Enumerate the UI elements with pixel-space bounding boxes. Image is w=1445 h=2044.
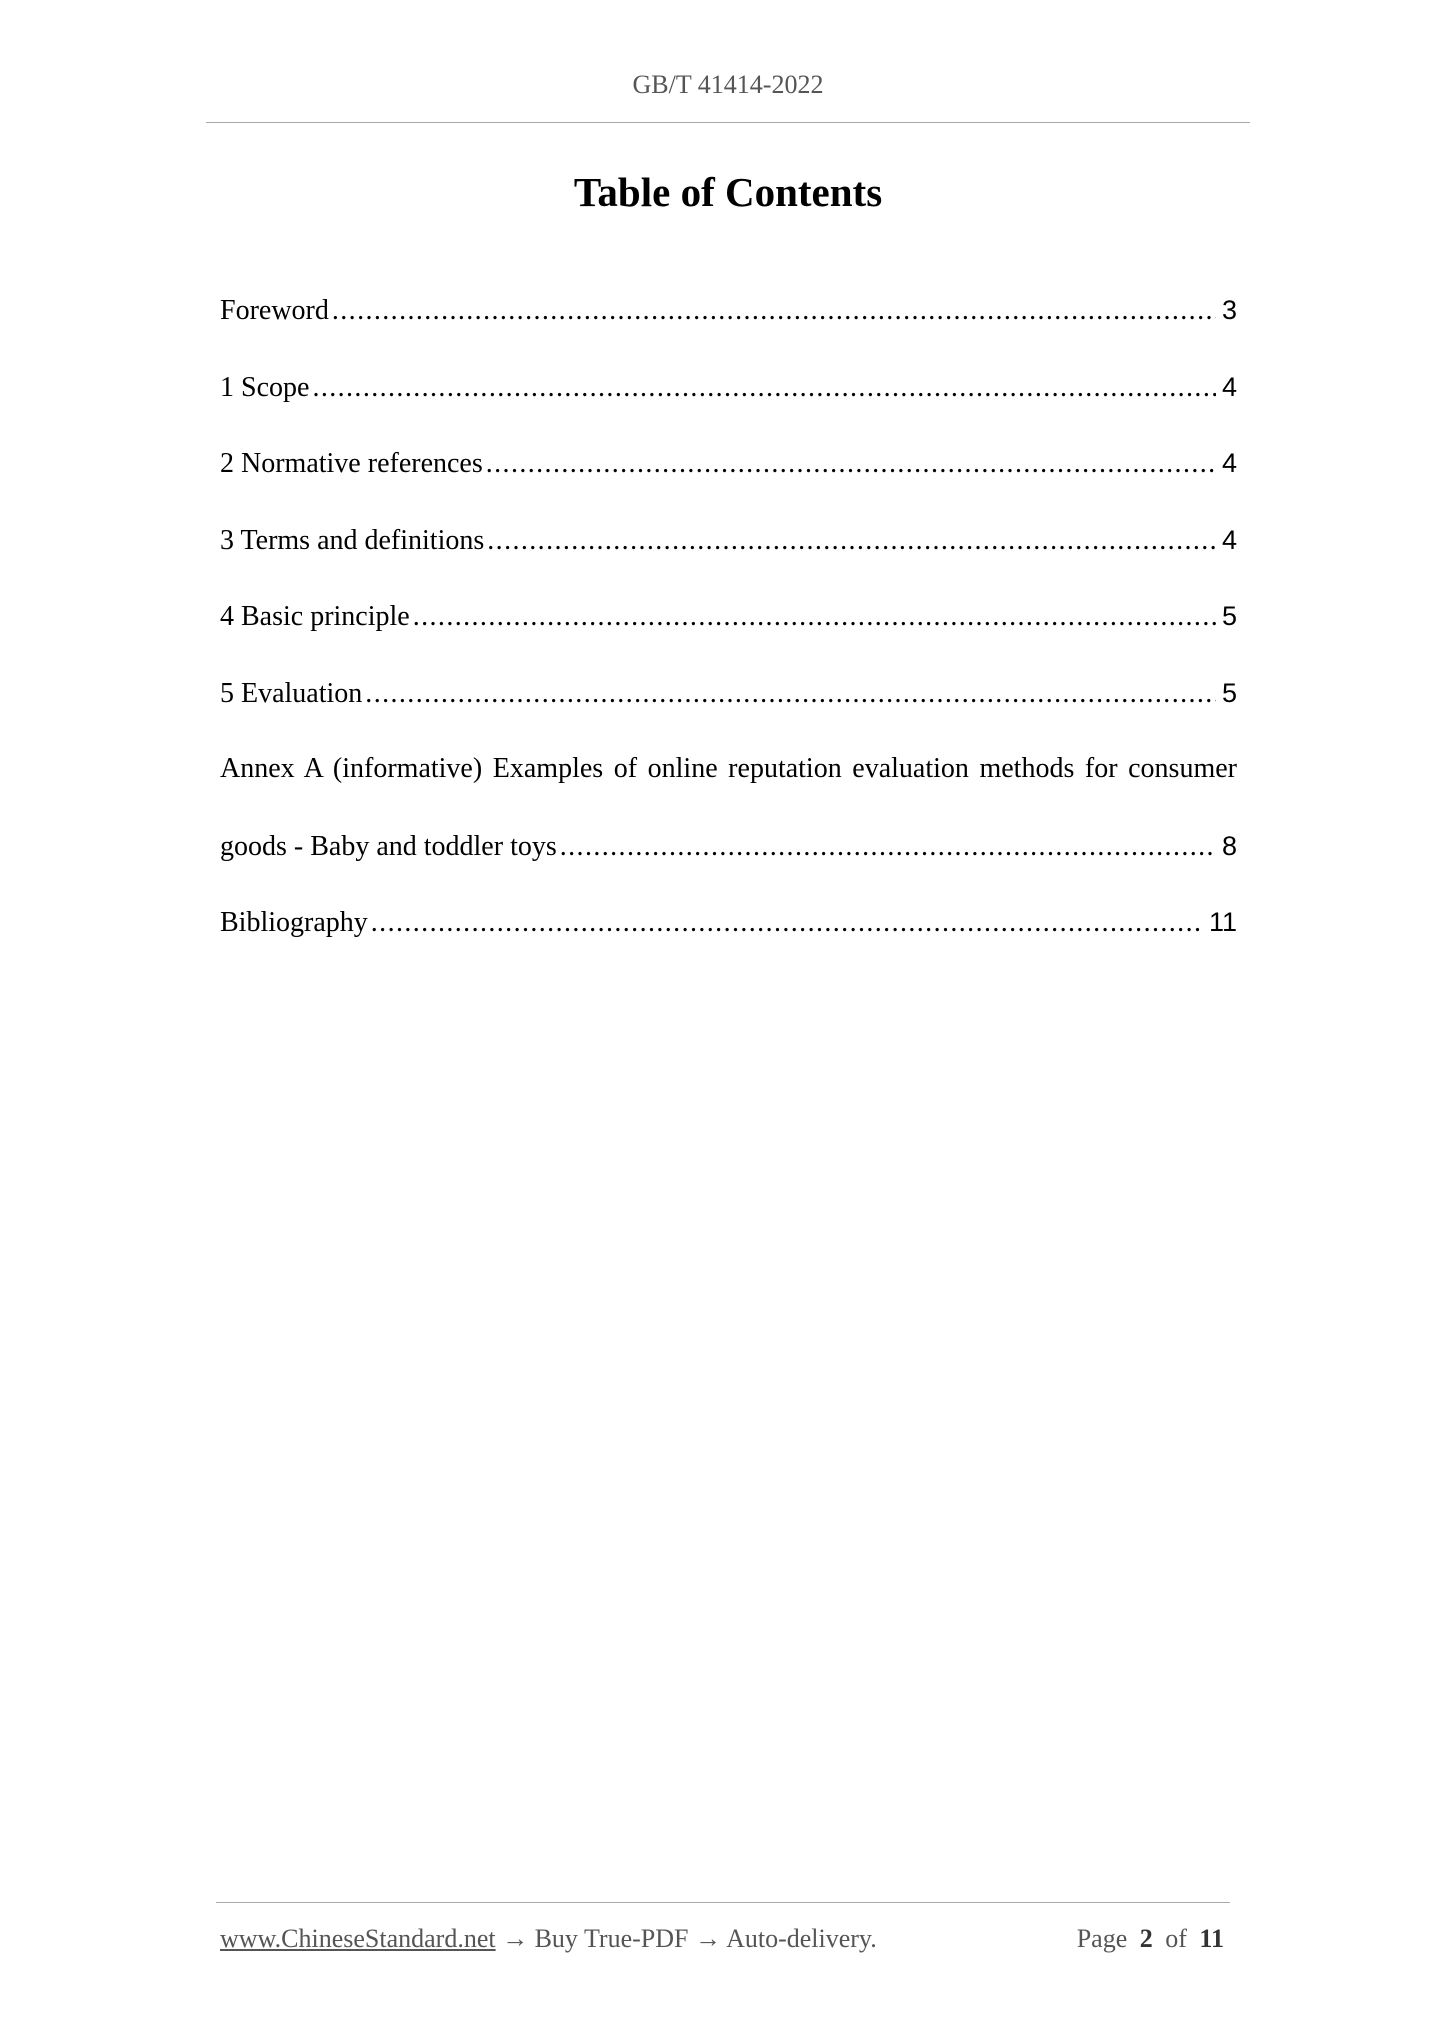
dot-leader (560, 821, 1216, 873)
dot-leader (332, 285, 1216, 337)
page-number (1077, 1924, 1230, 1954)
toc-entry-label: Foreword (220, 295, 329, 326)
page-footer (220, 1924, 1230, 1954)
arrow-right-icon: → (502, 1924, 529, 1953)
toc-entry-terms-definitions[interactable] (220, 514, 1237, 591)
website-link[interactable]: www.ChineseStandard.net (220, 1924, 496, 1953)
toc-entry-label: 1 Scope (220, 371, 310, 403)
footer-divider (216, 1902, 1230, 1903)
standard-code: GB/T 41414-2022 (632, 70, 824, 99)
dot-leader (486, 438, 1216, 490)
toc-list (220, 284, 1237, 973)
arrow-right-icon: → (695, 1924, 721, 1953)
page-header (206, 70, 1250, 100)
toc-entry-label: goods - Baby and toddler toys (220, 830, 557, 862)
toc-entry-page: 4 (1221, 448, 1237, 478)
toc-entry-label: 5 Evaluation (220, 677, 363, 709)
current-page: 2 (1139, 1924, 1153, 1953)
dot-leader (312, 362, 1216, 414)
dot-leader (487, 515, 1216, 567)
footer-promo (220, 1924, 877, 1954)
toc-entry-annex-a-line2[interactable] (220, 820, 1237, 897)
toc-entry-basic-principle[interactable] (220, 590, 1237, 667)
toc-entry-page: 3 (1221, 295, 1237, 325)
dot-leader (371, 897, 1203, 949)
page-title: Table of Contents (573, 169, 883, 215)
toc-entry-scope[interactable] (220, 361, 1237, 438)
header-divider (206, 122, 1250, 123)
buy-pdf-text: Buy True-PDF (534, 1924, 689, 1953)
of-word: of (1165, 1924, 1187, 1953)
dot-leader (365, 668, 1216, 720)
toc-entry-label: 3 Terms and definitions (220, 524, 485, 556)
toc-entry-page: 5 (1221, 601, 1237, 631)
page-word: Page (1076, 1924, 1128, 1953)
toc-entry-page: 5 (1221, 677, 1237, 708)
auto-delivery-text: Auto-delivery. (726, 1924, 877, 1953)
toc-entry-label: Bibliography (220, 907, 368, 938)
toc-entry-label: 4 Basic principle (220, 601, 410, 632)
toc-entry-page: 4 (1221, 524, 1237, 555)
toc-entry-evaluation[interactable] (220, 667, 1237, 744)
toc-entry-label: 2 Normative references (220, 448, 483, 479)
toc-entry-page: 11 (1208, 907, 1237, 937)
toc-entry-label: Annex A (informative) Examples of online reputation evaluation methods for consumer (220, 753, 1237, 784)
toc-entry-bibliography[interactable] (220, 896, 1237, 973)
toc-entry-foreword[interactable] (220, 284, 1237, 361)
dot-leader (413, 591, 1216, 643)
toc-entry-annex-a-line1[interactable] (220, 743, 1237, 820)
toc-entry-normative-references[interactable] (220, 437, 1237, 514)
toc-entry-page: 4 (1221, 371, 1237, 402)
total-pages: 11 (1199, 1924, 1224, 1953)
toc-entry-page: 8 (1221, 830, 1237, 861)
